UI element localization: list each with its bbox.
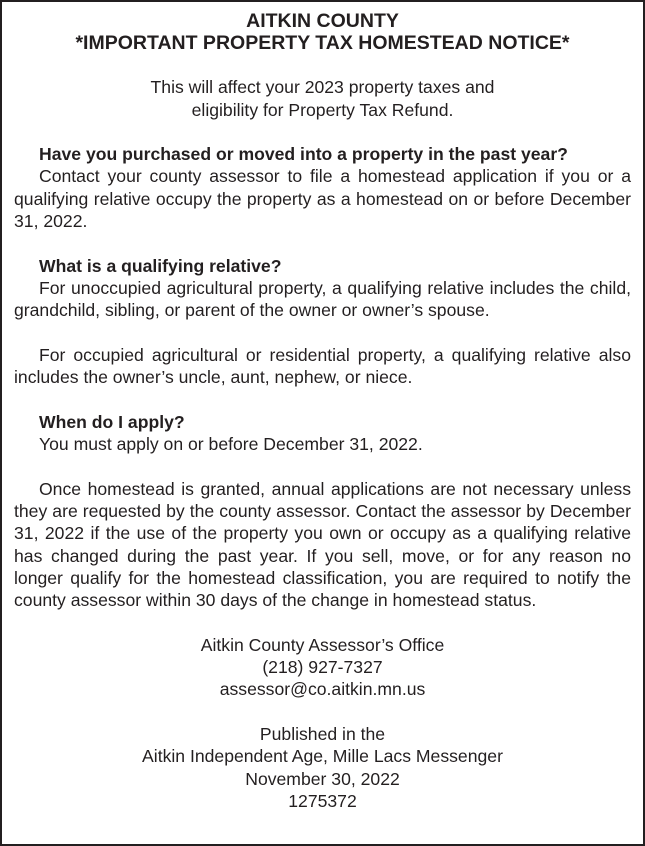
- publication-names: Aitkin Independent Age, Mille Lacs Messenger: [142, 746, 503, 767]
- section-relative-body-occupied: For occupied agricultural or residential property, a qualifying relative also includes the owner’s uncle, aunt, nephew, or niece.: [14, 344, 631, 388]
- publication-date: November 30, 2022: [245, 768, 400, 789]
- published-in-label: Published in the: [259, 723, 386, 744]
- intro-line-1: This will affect your 2023 property taxes and: [150, 77, 495, 98]
- publication-id: 1275372: [288, 790, 357, 811]
- section-apply-details: Once homestead is granted, annual applications are not necessary unless they are requested by the county assessor. Contact the assessor by December 31, 2022 if the use of the property you own or occupy as a qualifying relative has changed during the past year. If you sell, move, or for any reason no longer qualify for the homestead classification, you are required to notify the county assessor within 30 days of the change in homestead status.: [14, 478, 631, 611]
- section-purchase-body: Contact your county assessor to file a homestead application if you or a qualifying relative occupy the property as a homestead on or before December 31, 2022.: [14, 166, 631, 232]
- intro-line-2: eligibility for Property Tax Refund.: [191, 99, 454, 120]
- assessor-office-name: Aitkin County Assessor’s Office: [200, 634, 445, 655]
- section-apply-body: You must apply on or before December 31, 2022.: [39, 434, 423, 455]
- section-relative-body: For unoccupied agricultural property, a qualifying relative includes the child, grandchild, sibling, or parent of the owner or owner’s spouse.: [14, 277, 631, 321]
- notice-title-county: AITKIN COUNTY: [246, 10, 399, 32]
- assessor-email: assessor@co.aitkin.mn.us: [219, 679, 426, 700]
- section-purchase-heading: Have you purchased or moved into a property in the past year?: [39, 144, 568, 165]
- notice-title: *IMPORTANT PROPERTY TAX HOMESTEAD NOTICE*: [75, 32, 570, 54]
- section-apply-heading: When do I apply?: [39, 411, 185, 432]
- section-relative-heading: What is a qualifying relative?: [39, 255, 282, 276]
- assessor-phone: (218) 927-7327: [262, 657, 383, 678]
